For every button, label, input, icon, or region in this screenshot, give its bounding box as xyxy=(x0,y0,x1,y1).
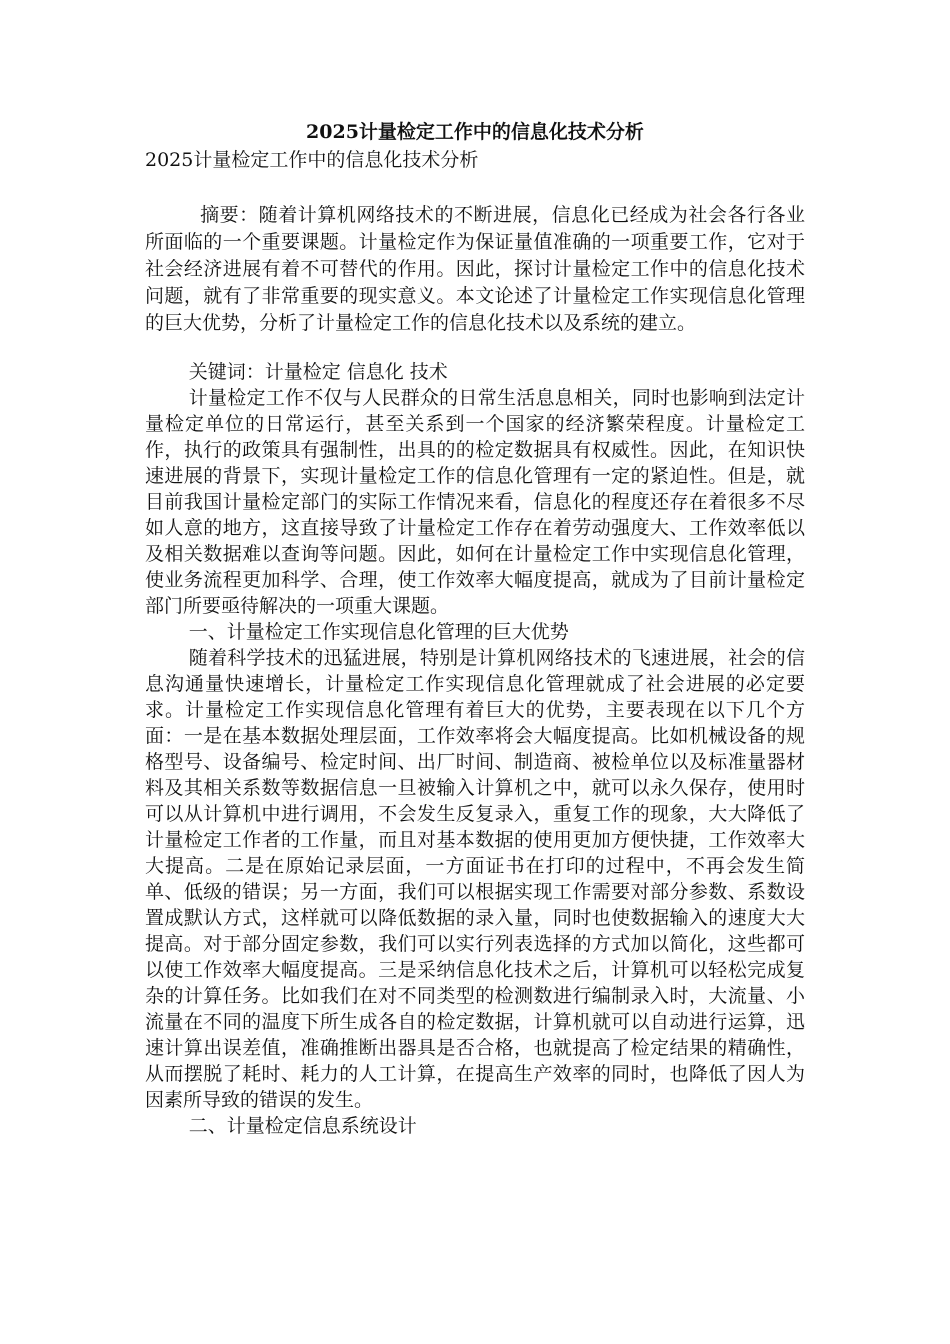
abstract-paragraph: 摘要：随着计算机网络技术的不断进展，信息化已经成为社会各行各业所面临的一个重要课题。计量检定作为保证量值准确的一项重要工作，它对于社会经济进展有着不可替代的作用。因此，探讨计量检定工作中的信息化技术问题，就有了非常重要的现实意义。本文论述了计量检定工作实现信息化管理的巨大优势，分析了计量检定工作的信息化技术以及系统的建立。 xyxy=(145,204,805,334)
blank-line xyxy=(145,174,805,202)
section-2-heading: 二、计量检定信息系统设计 xyxy=(188,1115,417,1137)
intro-paragraph: 计量检定工作不仅与人民群众的日常生活息息相关，同时也影响到法定计量检定单位的日常运行，甚至关系到一个国家的经济繁荣程度。计量检定工作，执行的政策具有强制性，出具的的检定数据具有权威性。因此，在知识快速进展的背景下，实现计量检定工作的信息化管理有一定的紧迫性。但是，就目前我国计量检定部门的实际工作情况来看，信息化的程度还存在着很多不尽如人意的地方，这直接导致了计量检定工作存在着劳动强度大、工作效率低以及相关数据难以查询等问题。因此，如何在计量检定工作中实现信息化管理，使业务流程更加科学、合理，使工作效率大幅度提高，就成为了目前计量检定部门所要亟待解决的一项重大课题。 xyxy=(145,387,805,617)
document-title: 2025计量检定工作中的信息化技术分析 xyxy=(306,121,644,143)
section-1-paragraph: 随着科学技术的迅猛进展，特别是计算机网络技术的飞速进展，社会的信息沟通量快速增长，计量检定工作实现信息化管理就成了社会进展的必定要求。计量检定工作实现信息化管理有着巨大的优势，主要表现在以下几个方面：一是在基本数据处理层面，工作效率将会大幅度提高。比如机械设备的规格型号、设备编号、检定时间、出厂时间、制造商、被检单位以及标准量器材料及其相关系数等数据信息一旦被输入计算机之中，就可以永久保存，使用时可以从计算机中进行调用，不会发生反复录入，重复工作的现象，大大降低了计量检定工作者的工作量，而且对基本数据的使用更加方便快捷，工作效率大大提高。二是在原始记录层面，一方面证书在打印的过程中，不再会发生简单、低级的错误；另一方面，我们可以根据实现工作需要对部分参数、系数设置成默认方式，这样就可以降低数据的录入量，同时也使数据输入的速度大大提高。对于部分固定参数，我们可以实行列表选择的方式加以简化，这些都可以使工作效率大幅度提高。三是采纳信息化技术之后，计算机可以轻松完成复杂的计算任务。比如我们在对不同类型的检测数进行编制录入时，大流量、小流量在不同的温度下所生成各自的检定数据，计算机就可以自动进行运算，迅速计算出误差值，准确推断出器具是否合格，也就提高了检定结果的精确性，从而摆脱了耗时、耗力的人工计算，在提高生产效率的同时，也降低了因人为因素所导致的错误的发生。 xyxy=(145,647,805,1111)
keywords-line: 关键词：计量检定 信息化 技术 xyxy=(188,361,448,383)
section-1-heading: 一、计量检定工作实现信息化管理的巨大优势 xyxy=(188,621,569,643)
document-subtitle: 2025计量检定工作中的信息化技术分析 xyxy=(145,149,479,171)
document-page xyxy=(145,118,805,1139)
